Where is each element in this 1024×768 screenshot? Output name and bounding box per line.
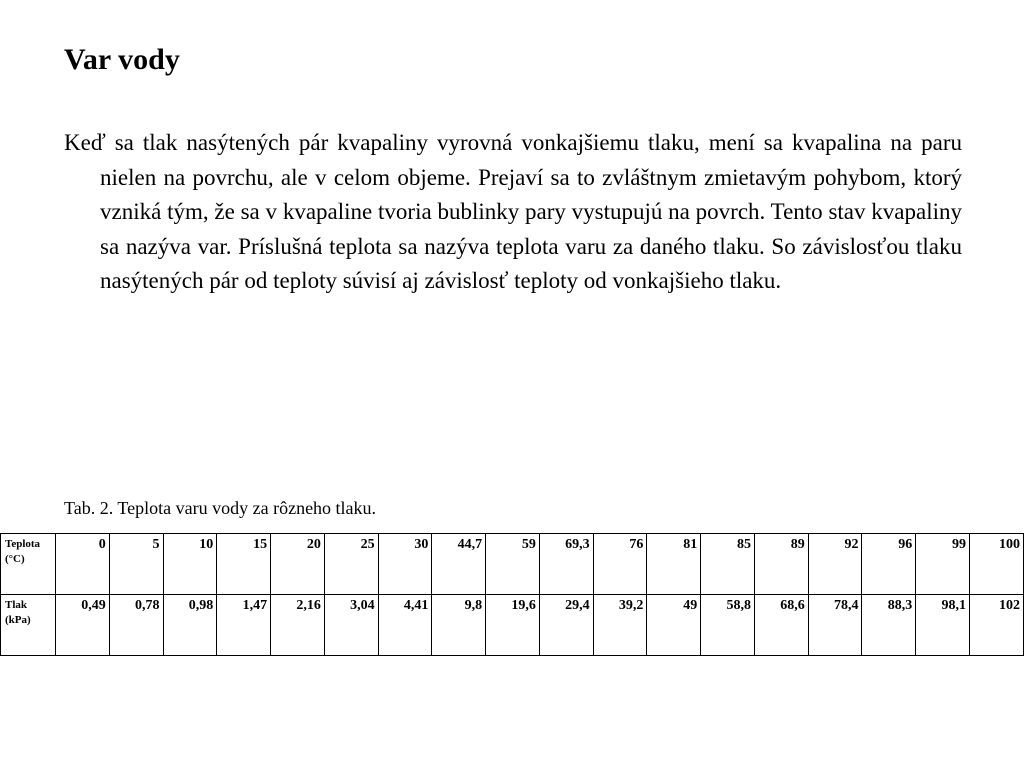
row-header-pressure: Tlak (kPa) bbox=[1, 595, 56, 656]
table-cell: 10 bbox=[163, 534, 217, 595]
table-cell: 89 bbox=[754, 534, 808, 595]
table-cell: 4,41 bbox=[378, 595, 432, 656]
table-cell: 81 bbox=[647, 534, 701, 595]
table-row-pressure bbox=[1, 595, 1024, 656]
table-cell: 76 bbox=[593, 534, 647, 595]
table-cell: 102 bbox=[970, 595, 1024, 656]
table-cell: 1,47 bbox=[217, 595, 271, 656]
body-paragraph: Keď sa tlak nasýtených pár kvapaliny vyrovná vonkajšiemu tlaku, mení sa kvapalina na paru nielen na povrchu, ale v celom objeme. Prejaví sa to zvláštnym zmietavým pohybom, ktorý vzniká tým, že sa v kvapaline tvoria bublinky pary vystupujú na povrch. Tento stav kvapaliny sa nazýva var. Príslušná teplota sa nazýva teplota varu za daného tlaku. So závislosťou tlaku nasýtených pár od teploty súvisí aj závislosť teploty od vonkajšieho tlaku. bbox=[64, 130, 962, 293]
table-cell: 0 bbox=[56, 534, 110, 595]
table-cell: 85 bbox=[701, 534, 755, 595]
table-cell: 100 bbox=[970, 534, 1024, 595]
table-cell: 9,8 bbox=[432, 595, 486, 656]
table-cell: 15 bbox=[217, 534, 271, 595]
table-cell: 58,8 bbox=[701, 595, 755, 656]
table-cell: 19,6 bbox=[486, 595, 540, 656]
table-cell: 2,16 bbox=[271, 595, 325, 656]
table-cell: 0,49 bbox=[56, 595, 110, 656]
row-header-temperature: Teplota (°C) bbox=[1, 534, 56, 595]
table-cell: 20 bbox=[271, 534, 325, 595]
table-cell: 92 bbox=[808, 534, 862, 595]
table-cell: 99 bbox=[916, 534, 970, 595]
table-cell: 25 bbox=[324, 534, 378, 595]
table-cell: 98,1 bbox=[916, 595, 970, 656]
table-caption: Tab. 2. Teplota varu vody za rôzneho tlaku. bbox=[64, 498, 377, 518]
slide-title: Var vody bbox=[64, 43, 180, 76]
table-cell: 96 bbox=[862, 534, 916, 595]
table-cell: 0,98 bbox=[163, 595, 217, 656]
table-cell: 69,3 bbox=[539, 534, 593, 595]
table-cell: 49 bbox=[647, 595, 701, 656]
table-cell: 78,4 bbox=[808, 595, 862, 656]
table-cell: 44,7 bbox=[432, 534, 486, 595]
table-cell: 5 bbox=[109, 534, 163, 595]
table-cell: 59 bbox=[486, 534, 540, 595]
table-cell: 0,78 bbox=[109, 595, 163, 656]
table-cell: 88,3 bbox=[862, 595, 916, 656]
table-cell: 39,2 bbox=[593, 595, 647, 656]
table-cell: 68,6 bbox=[754, 595, 808, 656]
boiling-point-table bbox=[0, 533, 1024, 656]
table-cell: 29,4 bbox=[539, 595, 593, 656]
table-cell: 3,04 bbox=[324, 595, 378, 656]
table-row-temperature bbox=[1, 534, 1024, 595]
table-cell: 30 bbox=[378, 534, 432, 595]
